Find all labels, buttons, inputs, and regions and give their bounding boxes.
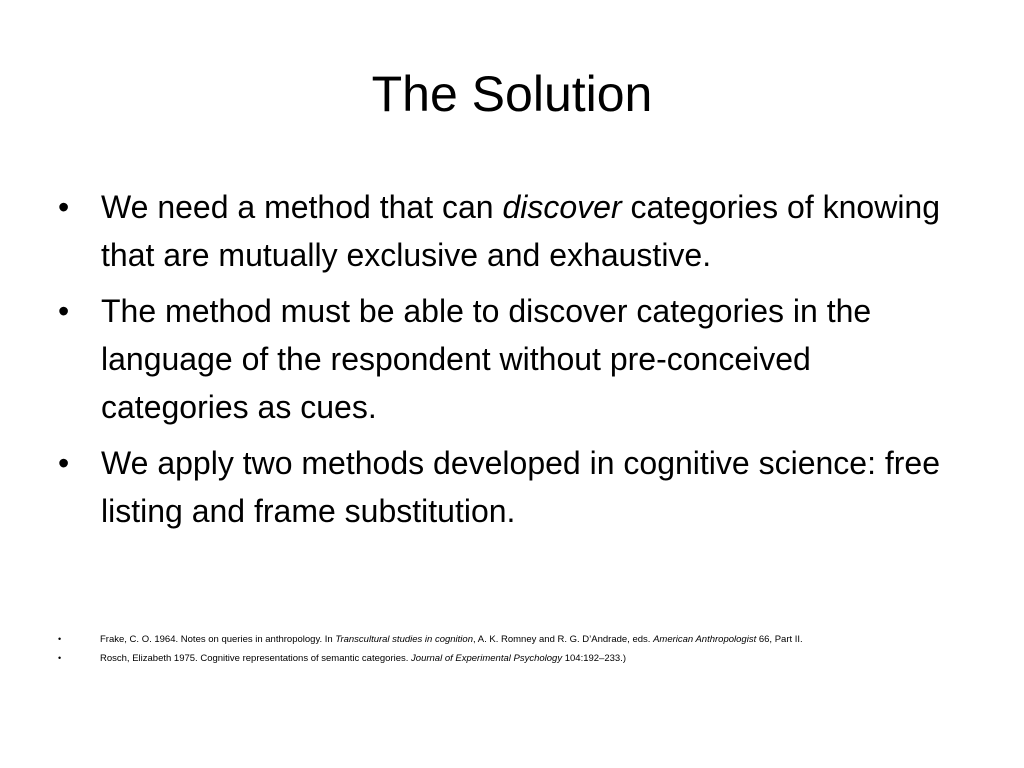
reference-text-segment: 66, Part II. [756, 634, 803, 645]
bullet-icon: • [58, 445, 70, 481]
bullet-text-segment: categories of knowing that are mutually exclusive and exhaustive. [101, 189, 941, 273]
bullet-icon: • [58, 293, 70, 329]
reference-text-emphasis: Journal of Experimental Psychology [411, 653, 563, 664]
reference-bullet-icon: • [58, 653, 62, 663]
bullet-icon: • [58, 189, 70, 225]
reference-text-emphasis: American Anthropologist [653, 634, 757, 645]
reference-item [58, 630, 998, 649]
bullet-item [58, 183, 958, 279]
reference-bullet-icon: • [58, 634, 62, 644]
slide-title: The Solution [371, 66, 653, 122]
reference-text-segment: Frake, C. O. 1964. Notes on queries in anthropology. In [100, 634, 336, 645]
bullet-text [101, 293, 871, 425]
reference-list [58, 630, 998, 668]
bullet-item [58, 287, 958, 431]
reference-text-segment: , A. K. Romney and R. G. D’Andrade, eds. [473, 634, 654, 645]
bullet-text-segment: We apply two methods developed in cognitive science: free listing and frame substitution. [101, 445, 940, 529]
bullet-list [58, 183, 958, 543]
reference-item [58, 649, 998, 668]
bullet-text-segment: We need a method that can [101, 189, 503, 225]
bullet-text-emphasis: discover [502, 189, 622, 225]
reference-text [100, 653, 626, 664]
reference-text-segment: 104:192–233.) [562, 653, 626, 664]
bullet-text-segment: The method must be able to discover categories in the language of the respondent without pre-conceived categories as cues. [101, 293, 872, 425]
reference-text [100, 634, 803, 645]
reference-text-segment: Rosch, Elizabeth 1975. Cognitive representations of semantic categories. [100, 653, 412, 664]
bullet-item [58, 439, 958, 535]
reference-text-emphasis: Transcultural studies in cognition [335, 634, 473, 645]
bullet-text [101, 189, 940, 273]
bullet-text [101, 445, 940, 529]
